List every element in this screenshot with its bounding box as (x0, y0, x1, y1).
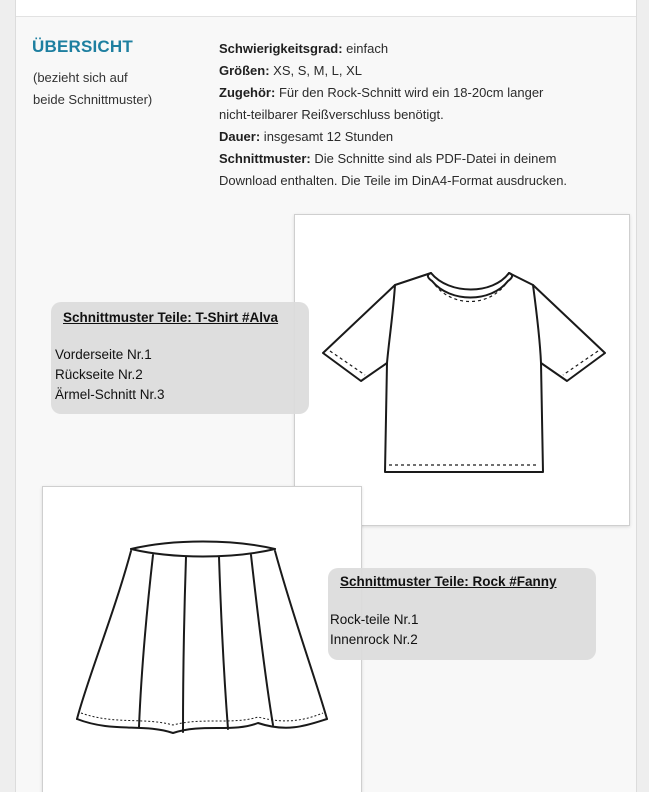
difficulty-label: Schwierigkeitsgrad: (219, 41, 343, 56)
skirt-parts-heading: Schnittmuster Teile: Rock #Fanny (340, 574, 557, 589)
skirt-parts-list (330, 610, 419, 650)
overview-note (33, 67, 183, 111)
pattern-row-continued: Download enthalten. Die Teile im DinA4-Format ausdrucken. (219, 173, 568, 188)
tshirt-drawing (295, 215, 629, 525)
accessories-row (219, 82, 614, 104)
sizes-row (219, 60, 614, 82)
pattern-details (219, 38, 614, 192)
duration-row (219, 126, 614, 148)
list-item: Ärmel-Schnitt Nr.3 (55, 387, 165, 402)
sizes-label: Größen: (219, 63, 270, 78)
list-item: Vorderseite Nr.1 (55, 347, 152, 362)
pattern-row (219, 148, 614, 170)
sizes-value: XS, S, M, L, XL (269, 63, 363, 78)
tshirt-parts-list (55, 345, 165, 405)
tshirt-parts-box (51, 302, 309, 414)
pattern-label: Schnittmuster: (219, 151, 311, 166)
tshirt-illustration-card (294, 214, 630, 526)
list-item: Rock-teile Nr.1 (330, 612, 419, 627)
list-item: Innenrock Nr.2 (330, 632, 418, 647)
document-page (15, 0, 637, 792)
page-top-strip (16, 0, 636, 17)
duration-label: Dauer: (219, 129, 261, 144)
difficulty-value: einfach (342, 41, 389, 56)
accessories-row-continued: nicht-teilbarer Reißverschluss benötigt. (219, 107, 444, 122)
overview-note-line-1: (bezieht sich auf (33, 70, 128, 85)
pattern-value: Die Schnitte sind als PDF-Datei in deinem (310, 151, 557, 166)
tshirt-parts-heading: Schnittmuster Teile: T-Shirt #Alva (63, 310, 279, 325)
skirt-illustration-card (42, 486, 362, 792)
overview-note-line-2: beide Schnittmuster) (33, 92, 153, 107)
skirt-drawing (43, 487, 361, 792)
difficulty-row (219, 38, 614, 60)
skirt-parts-box (328, 568, 596, 660)
list-item: Rückseite Nr.2 (55, 367, 143, 382)
overview-title: ÜBERSICHT (32, 37, 133, 56)
accessories-label: Zugehör: (219, 85, 276, 100)
duration-value: insgesamt 12 Stunden (260, 129, 394, 144)
accessories-value: Für den Rock-Schnitt wird ein 18-20cm langer (275, 85, 544, 100)
